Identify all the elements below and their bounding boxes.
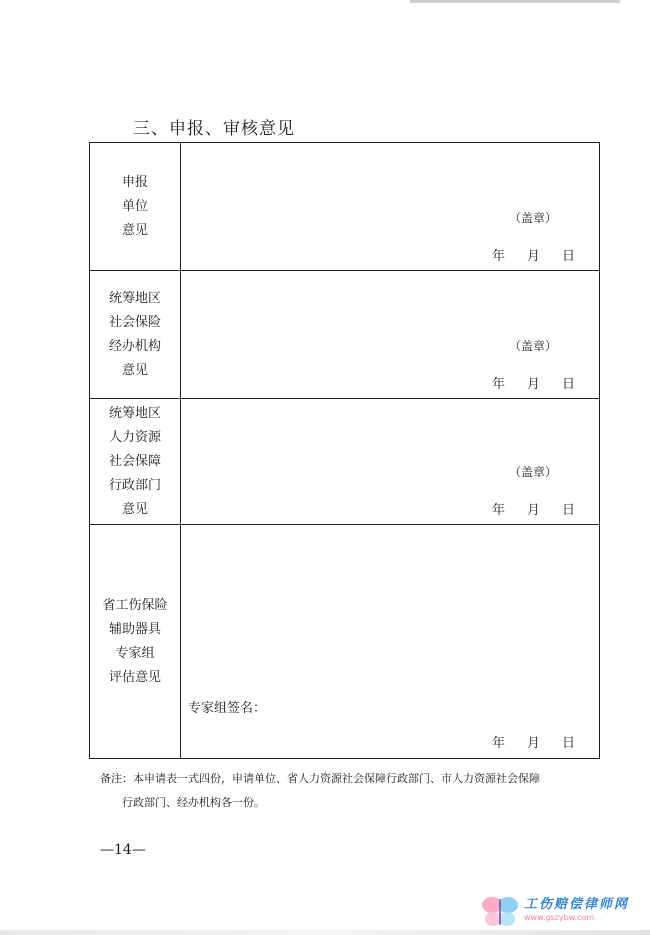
date-year: 年 bbox=[491, 736, 505, 751]
table-row-hr-department bbox=[90, 399, 600, 525]
date-line bbox=[492, 245, 575, 264]
date-day: 日 bbox=[561, 736, 575, 751]
row-label-expert-group bbox=[90, 525, 181, 759]
label-line: 意见 bbox=[121, 362, 148, 378]
footnote-line-2: 行政部门、经办机构各一份。 bbox=[122, 796, 265, 809]
scan-edge bbox=[0, 930, 650, 935]
watermark-title: 工伤赔偿律师网 bbox=[524, 897, 630, 912]
label-line: 省工伤保险 bbox=[102, 597, 168, 613]
label-line: 行政部门 bbox=[108, 477, 161, 493]
label-line: 专家组 bbox=[115, 645, 155, 661]
row-label-hr-department bbox=[90, 399, 181, 525]
date-line bbox=[492, 732, 575, 751]
footnote-line-1: 备注：本申请表一式四份，申请单位、省人力资源社会保障行政部门、市人力资源社会保障 bbox=[100, 772, 540, 785]
label-line: 社会保障 bbox=[108, 453, 161, 469]
review-opinion-table bbox=[89, 142, 600, 759]
opinion-field-agency[interactable] bbox=[181, 271, 600, 399]
date-month: 月 bbox=[526, 377, 540, 392]
label-line: 单位 bbox=[121, 198, 148, 214]
label-line: 统筹地区 bbox=[108, 405, 161, 421]
table-row-applicant bbox=[90, 143, 600, 271]
label-line: 人力资源 bbox=[108, 429, 161, 445]
opinion-field-applicant[interactable] bbox=[181, 143, 600, 271]
table-row-agency bbox=[90, 271, 600, 399]
table-row-expert-group bbox=[90, 525, 600, 759]
label-line: 意见 bbox=[121, 501, 148, 517]
label-line: 统筹地区 bbox=[108, 290, 161, 306]
date-year: 年 bbox=[491, 249, 505, 264]
date-line bbox=[492, 499, 575, 518]
butterfly-logo-icon bbox=[478, 891, 524, 931]
label-line: 申报 bbox=[121, 174, 148, 190]
seal-placeholder: （盖章） bbox=[508, 211, 557, 225]
label-line: 经办机构 bbox=[108, 338, 161, 354]
date-line bbox=[492, 373, 575, 392]
seal-placeholder: （盖章） bbox=[508, 339, 557, 353]
date-day: 日 bbox=[561, 377, 575, 392]
date-day: 日 bbox=[561, 249, 575, 264]
label-line: 辅助器具 bbox=[108, 621, 161, 637]
date-month: 月 bbox=[526, 736, 540, 751]
label-line: 意见 bbox=[121, 222, 148, 238]
page-number: —14— bbox=[100, 842, 146, 858]
date-day: 日 bbox=[561, 503, 575, 518]
date-year: 年 bbox=[491, 377, 505, 392]
top-rule bbox=[410, 0, 620, 3]
section-title: 三、申报、审核意见 bbox=[133, 119, 295, 139]
site-watermark bbox=[478, 891, 648, 931]
opinion-field-expert-group[interactable] bbox=[181, 525, 600, 759]
seal-placeholder: （盖章） bbox=[508, 465, 557, 479]
footnote bbox=[100, 767, 600, 815]
row-label-agency bbox=[90, 271, 181, 399]
date-month: 月 bbox=[526, 503, 540, 518]
watermark-url: www.gszybw.com bbox=[524, 913, 595, 922]
date-year: 年 bbox=[491, 503, 505, 518]
opinion-field-hr-department[interactable] bbox=[181, 399, 600, 525]
expert-signature-label: 专家组签名： bbox=[188, 701, 267, 716]
date-month: 月 bbox=[526, 249, 540, 264]
label-line: 评估意见 bbox=[108, 669, 161, 685]
row-label-applicant bbox=[90, 143, 181, 271]
label-line: 社会保险 bbox=[108, 314, 161, 330]
